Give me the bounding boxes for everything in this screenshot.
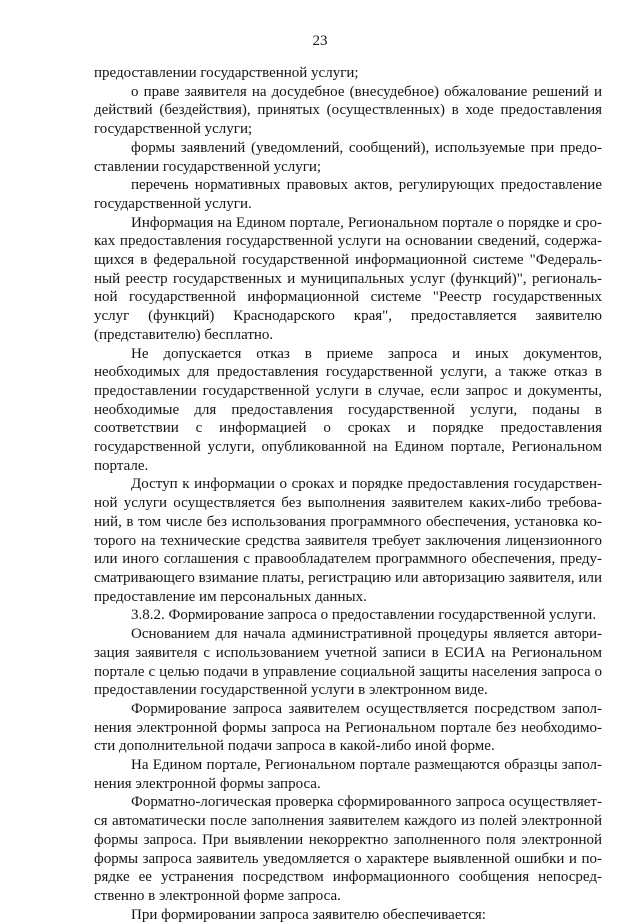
paragraph: формы заявлений (уведомлений, сообщений), используемые при предоставлении государственной услуги;: [94, 139, 602, 175]
paragraph: Основанием для начала административной процедуры является авторизация заявителя с использованием учетной записи в ЕСИА на Региональном портале с целью подачи в управление социальной защиты населения запроса о предоставлении государственной услуги в электронном виде.: [94, 626, 602, 699]
paragraph: Формирование запроса заявителем осуществляется посредством заполнения электронной формы запроса на Региональном портале без необходимости дополнительной подачи запроса в какой-либо иной форме.: [94, 700, 602, 755]
paragraph: Форматно-логическая проверка сформированного запроса осуществляется автоматически после заполнения заявителем каждого из полей электронной формы запроса. При выявлении некорректно заполненного поля электронной формы запроса заявитель уведомляется о характере выявленной ошибки и порядке ее устранения посредством информационного сообщения непосредственно в электронной форме запроса.: [94, 794, 602, 904]
page-number: 23: [312, 33, 328, 49]
paragraph: На Едином портале, Региональном портале размещаются образцы заполнения электронной формы запроса.: [94, 757, 602, 792]
paragraph: перечень нормативных правовых актов, регулирующих предоставление государственной услуги.: [94, 177, 602, 212]
paragraph: Информация на Едином портале, Региональном портале о порядке и сроках предоставления государственной услуги на основании сведений, содержащихся в федеральной государственной информационной системе "Федеральный реестр государственных и муниципальных услуг (функций)", региональной государственной информационной системе "Реестр государственных услуг (функций) Краснодарского края", предоставляется заявителю (представителю) бесплатно.: [94, 214, 602, 343]
section-heading: 3.8.2. Формирование запроса о предоставлении государственной услуги.: [131, 607, 597, 624]
paragraph: Не допускается отказ в приеме запроса и иных документов, необходимых для предоставления государственной услуги, а также отказ в предоставлении государственной услуги в случае, если запрос и документы, необходимые для предоставления государственной услуги, поданы в соответствии с информацией о сроках и порядке предоставления государственной услуги, опубликованной на Едином портале, Региональном портале.: [94, 345, 602, 474]
paragraph: о праве заявителя на досудебное (внесудебное) обжалование решений и действий (бездействия), принятых (осуществленных) в ходе предоставления государственной услуги;: [94, 83, 602, 138]
paragraph: Доступ к информации о сроках и порядке предоставления государственной услуги осуществляется без выполнения заявителем каких-либо требований, в том числе без использования программного обеспечения, установка которого на технические средства заявителя требует заключения лицензионного или иного соглашения с правообладателем программного обеспечения, предусматривающего взимание платы, регистрацию или авторизацию заявителя, или предоставление им персональных данных.: [94, 476, 602, 605]
document-body: [94, 64, 602, 924]
paragraph: предоставлении государственной услуги;: [94, 65, 359, 81]
paragraph: При формировании запроса заявителю обеспечивается:: [131, 906, 486, 923]
